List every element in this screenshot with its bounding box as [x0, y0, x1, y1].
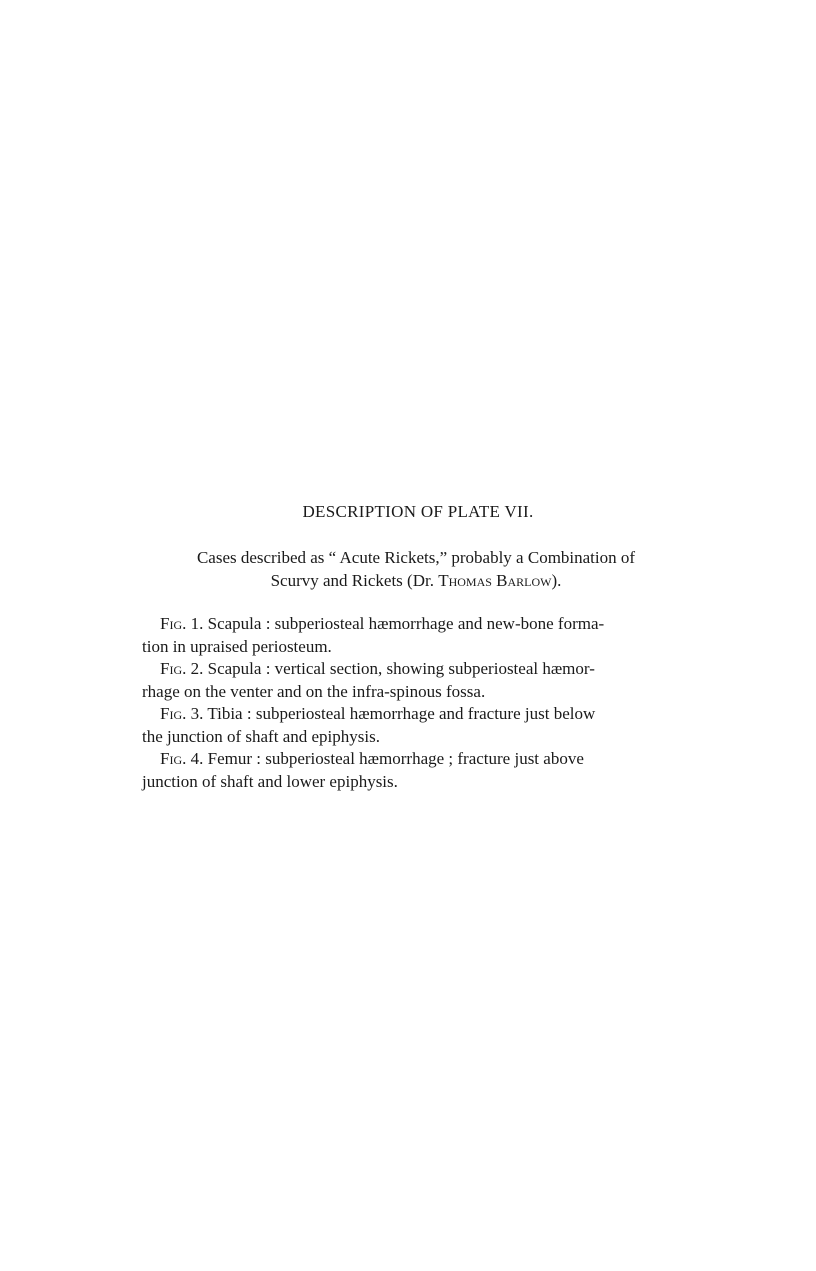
figure-text-line-1: Scapula : subperiosteal hæmorrhage and new-bone forma-	[207, 614, 605, 633]
figure-text-line-2: junction of shaft and lower epiphysis.	[142, 771, 398, 791]
figure-text-line-1: Scapula : vertical section, showing subperiosteal hæmor-	[207, 659, 595, 678]
figure-description-2	[142, 658, 690, 703]
figure-text-line-2: rhage on the venter and on the infra-spinous fossa.	[142, 681, 486, 701]
plate-title: DESCRIPTION OF PLATE VII.	[302, 502, 534, 521]
author-name: Thomas Barlow	[438, 571, 552, 590]
figure-text-line-1: Femur : subperiosteal hæmorrhage ; fracture just above	[207, 749, 584, 768]
subtitle-line-2	[0, 569, 816, 592]
figure-descriptions	[142, 613, 690, 793]
subtitle-line-2-prefix: Scurvy and Rickets (Dr.	[270, 571, 439, 590]
figure-text-line-2: the junction of shaft and epiphysis.	[142, 726, 380, 746]
figure-description-4	[142, 748, 690, 793]
figure-text-line-1: Tibia : subperiosteal hæmorrhage and fracture just below	[207, 704, 596, 723]
subtitle-line-2-suffix: ).	[551, 571, 562, 590]
figure-label: Fig. 2.	[160, 659, 204, 678]
figure-label: Fig. 3.	[160, 704, 204, 723]
figure-text-line-2: tion in upraised periosteum.	[142, 636, 332, 656]
figure-description-1	[142, 613, 690, 658]
figure-label: Fig. 1.	[160, 614, 204, 633]
subtitle-line-1: Cases described as “ Acute Rickets,” probably a Combination of	[196, 548, 636, 567]
figure-description-3	[142, 703, 690, 748]
figure-label: Fig. 4.	[160, 749, 204, 768]
plate-subtitle	[0, 546, 816, 592]
